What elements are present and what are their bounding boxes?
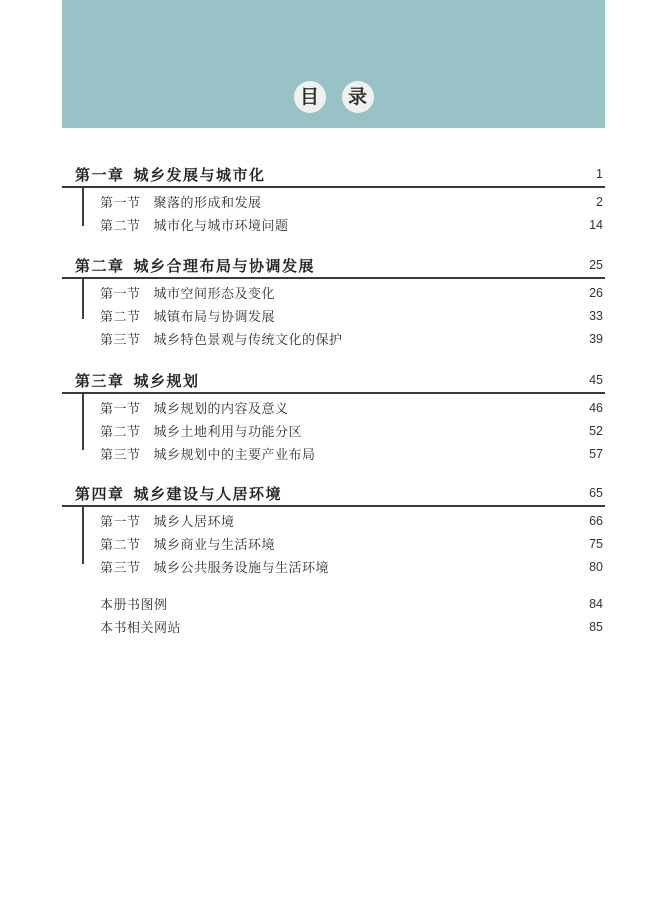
- extra-entries: [62, 592, 605, 638]
- section-label: 第三节: [100, 332, 141, 347]
- section-label: 第二节: [100, 218, 141, 233]
- section-label: 第一节: [100, 286, 141, 301]
- section-group-line: [82, 394, 84, 450]
- chapter-title: 城乡发展与城市化: [133, 166, 266, 184]
- section-label: 第一节: [100, 514, 141, 529]
- section-page-number: 66: [589, 513, 603, 528]
- section-page-number: 33: [589, 308, 603, 323]
- extra-entry: [62, 615, 605, 638]
- section-page-number: 26: [589, 285, 603, 300]
- header-band: [62, 0, 605, 128]
- section-title: 城乡规划中的主要产业布局: [153, 447, 316, 462]
- section-label: 第三节: [100, 447, 141, 462]
- chapter-title: 城乡规划: [133, 372, 200, 390]
- section-group-line: [82, 507, 84, 564]
- section-page-number: 75: [589, 536, 603, 551]
- section-page-number: 2: [596, 194, 603, 209]
- toc-title-char-2: 录: [347, 86, 367, 108]
- section-title: 城乡商业与生活环境: [153, 537, 276, 552]
- chapter-entry: [62, 481, 605, 507]
- chapter-block-2: [62, 253, 605, 350]
- section-list: [62, 394, 605, 465]
- toc-title: [294, 81, 374, 113]
- section-page-number: 14: [589, 217, 603, 232]
- section-title: 城乡土地利用与功能分区: [153, 424, 303, 439]
- section-list: [62, 188, 605, 236]
- section-label: 第一节: [100, 195, 141, 210]
- section-title: 城市化与城市环境问题: [153, 218, 289, 233]
- section-label: 第一节: [100, 401, 141, 416]
- section-page-number: 57: [589, 446, 603, 461]
- section-page-number: 80: [589, 559, 603, 574]
- extra-page-number: 84: [589, 596, 603, 611]
- section-page-number: 52: [589, 423, 603, 438]
- chapter-label: 第四章: [75, 485, 125, 503]
- toc-title-circle-2: [342, 81, 374, 113]
- extra-entry: [62, 592, 605, 615]
- section-title: 聚落的形成和发展: [153, 195, 262, 210]
- section-label: 第三节: [100, 560, 141, 575]
- section-entry: [62, 419, 605, 442]
- section-title: 城乡特色景观与传统文化的保护: [153, 332, 343, 347]
- section-title: 城乡公共服务设施与生活环境: [153, 560, 330, 575]
- section-title: 城乡人居环境: [153, 514, 235, 529]
- section-entry: [62, 442, 605, 465]
- section-title: 城镇布局与协调发展: [153, 309, 276, 324]
- section-list: [62, 279, 605, 350]
- section-label: 第二节: [100, 424, 141, 439]
- section-list: [62, 507, 605, 578]
- chapter-page-number: 45: [589, 373, 603, 387]
- section-page-number: 46: [589, 400, 603, 415]
- section-page-number: 39: [589, 331, 603, 346]
- section-entry: [62, 304, 605, 327]
- extra-page-number: 85: [589, 619, 603, 634]
- toc-title-circle-1: [294, 81, 326, 113]
- chapter-label: 第二章: [75, 257, 125, 275]
- section-title: 城乡规划的内容及意义: [153, 401, 289, 416]
- chapter-block-3: [62, 368, 605, 465]
- chapter-label: 第一章: [75, 166, 125, 184]
- section-title: 城市空间形态及变化: [153, 286, 276, 301]
- section-entry: [62, 396, 605, 419]
- section-label: 第二节: [100, 309, 141, 324]
- section-label: 第二节: [100, 537, 141, 552]
- section-entry: [62, 281, 605, 304]
- chapter-title: 城乡建设与人居环境: [133, 485, 283, 503]
- chapter-page-number: 25: [589, 258, 603, 272]
- chapter-title: 城乡合理布局与协调发展: [133, 257, 316, 275]
- chapter-block-1: [62, 162, 605, 236]
- section-entry: [62, 532, 605, 555]
- chapter-page-number: 65: [589, 486, 603, 500]
- section-entry: [62, 509, 605, 532]
- section-entry: [62, 213, 605, 236]
- section-entry: [62, 555, 605, 578]
- toc-title-char-1: 目: [299, 86, 319, 108]
- extra-title: 本册书图例: [100, 597, 168, 612]
- chapter-page-number: 1: [596, 167, 603, 181]
- section-entry: [62, 190, 605, 213]
- chapter-entry: [62, 368, 605, 394]
- chapter-entry: [62, 162, 605, 188]
- section-group-line: [82, 279, 84, 319]
- chapter-block-4: [62, 481, 605, 578]
- chapter-entry: [62, 253, 605, 279]
- section-group-line: [82, 188, 84, 226]
- section-entry: [62, 327, 605, 350]
- extra-title: 本书相关网站: [100, 620, 182, 635]
- chapter-label: 第三章: [75, 372, 125, 390]
